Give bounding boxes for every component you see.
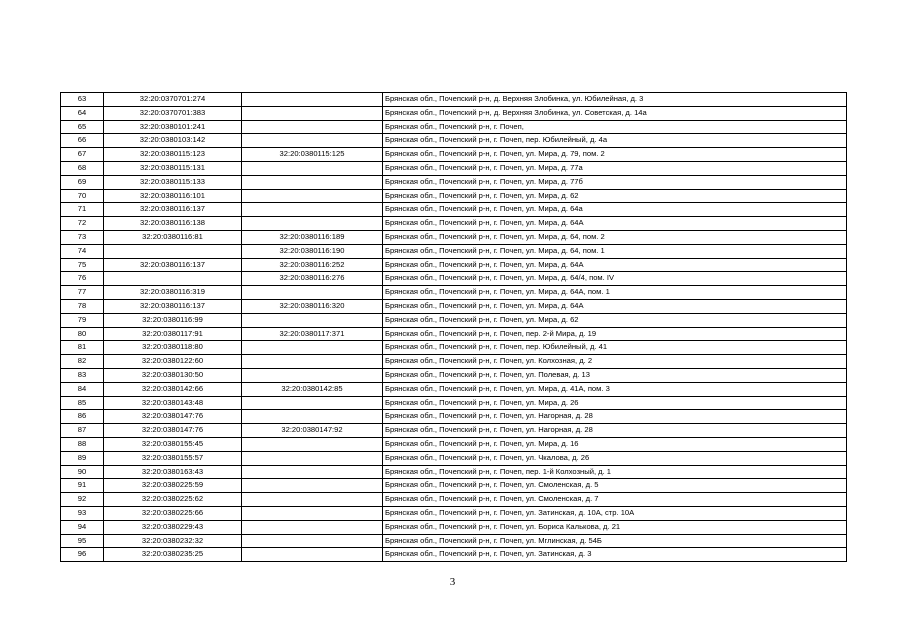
- address-cell: Брянская обл., Почепский р-н, г. Почеп, ул. Смоленская, д. 5: [383, 479, 847, 493]
- row-number-cell: 70: [61, 189, 104, 203]
- related-cadastral-number-cell: [242, 368, 383, 382]
- address-cell: Брянская обл., Почепский р-н, г. Почеп, ул. Нагорная, д. 28: [383, 410, 847, 424]
- table-row: [61, 479, 847, 493]
- related-cadastral-number-cell: 32:20:0380117:371: [242, 327, 383, 341]
- cadastral-number-cell: 32:20:0380101:241: [104, 120, 242, 134]
- cadastral-number-cell: 32:20:0380147:76: [104, 410, 242, 424]
- cadastral-number-cell: 32:20:0380115:131: [104, 161, 242, 175]
- row-number-cell: 64: [61, 106, 104, 120]
- address-cell: Брянская обл., Почепский р-н, г. Почеп, ул. Мира, д. 62: [383, 189, 847, 203]
- related-cadastral-number-cell: 32:20:0380116:276: [242, 272, 383, 286]
- related-cadastral-number-cell: [242, 506, 383, 520]
- related-cadastral-number-cell: [242, 203, 383, 217]
- related-cadastral-number-cell: [242, 189, 383, 203]
- address-cell: Брянская обл., Почепский р-н, г. Почеп, ул. Мира, д. 64А: [383, 299, 847, 313]
- table-row: [61, 244, 847, 258]
- cadastral-number-cell: 32:20:0380116:137: [104, 299, 242, 313]
- table-row: [61, 506, 847, 520]
- address-cell: Брянская обл., Почепский р-н, г. Почеп, пер. 1-й Колхозный, д. 1: [383, 465, 847, 479]
- cadastral-number-cell: 32:20:0380116:81: [104, 230, 242, 244]
- related-cadastral-number-cell: [242, 534, 383, 548]
- address-cell: Брянская обл., Почепский р-н, г. Почеп, ул. Мглинская, д. 54Б: [383, 534, 847, 548]
- cadastral-number-cell: 32:20:0380130:50: [104, 368, 242, 382]
- address-cell: Брянская обл., Почепский р-н, д. Верхняя Злобинка, ул. Советская, д. 14а: [383, 106, 847, 120]
- row-number-cell: 84: [61, 382, 104, 396]
- address-cell: Брянская обл., Почепский р-н, г. Почеп, ул. Мира, д. 64а: [383, 203, 847, 217]
- cadastral-number-cell: 32:20:0380116:137: [104, 258, 242, 272]
- row-number-cell: 75: [61, 258, 104, 272]
- cadastral-number-cell: 32:20:0380116:137: [104, 203, 242, 217]
- table-row: [61, 134, 847, 148]
- table-row: [61, 189, 847, 203]
- row-number-cell: 76: [61, 272, 104, 286]
- related-cadastral-number-cell: 32:20:0380116:320: [242, 299, 383, 313]
- row-number-cell: 77: [61, 286, 104, 300]
- related-cadastral-number-cell: [242, 437, 383, 451]
- related-cadastral-number-cell: [242, 93, 383, 107]
- address-cell: Брянская обл., Почепский р-н, г. Почеп, ул. Мира, д. 77б: [383, 175, 847, 189]
- row-number-cell: 92: [61, 493, 104, 507]
- table-row: [61, 341, 847, 355]
- address-cell: Брянская обл., Почепский р-н, г. Почеп, ул. Мира, д. 64, пом. 2: [383, 230, 847, 244]
- table-row: [61, 451, 847, 465]
- related-cadastral-number-cell: [242, 396, 383, 410]
- table-row: [61, 299, 847, 313]
- table-row: [61, 93, 847, 107]
- cadastral-number-cell: 32:20:0380163:43: [104, 465, 242, 479]
- address-cell: Брянская обл., Почепский р-н, д. Верхняя Злобинка, ул. Юбилейная, д. 3: [383, 93, 847, 107]
- address-cell: Брянская обл., Почепский р-н, г. Почеп, ул. Нагорная, д. 28: [383, 424, 847, 438]
- table-row: [61, 272, 847, 286]
- related-cadastral-number-cell: [242, 161, 383, 175]
- row-number-cell: 72: [61, 217, 104, 231]
- table-row: [61, 286, 847, 300]
- table-row: [61, 368, 847, 382]
- related-cadastral-number-cell: [242, 134, 383, 148]
- row-number-cell: 93: [61, 506, 104, 520]
- page-number: 3: [449, 576, 456, 588]
- related-cadastral-number-cell: 32:20:0380116:252: [242, 258, 383, 272]
- cadastral-number-cell: 32:20:0380115:133: [104, 175, 242, 189]
- address-cell: Брянская обл., Почепский р-н, г. Почеп, ул. Мира, д. 62: [383, 313, 847, 327]
- address-cell: Брянская обл., Почепский р-н, г. Почеп, ул. Колхозная, д. 2: [383, 355, 847, 369]
- address-cell: Брянская обл., Почепский р-н, г. Почеп, ул. Мира, д. 64, пом. 1: [383, 244, 847, 258]
- table-row: [61, 548, 847, 562]
- row-number-cell: 85: [61, 396, 104, 410]
- related-cadastral-number-cell: 32:20:0380147:92: [242, 424, 383, 438]
- cadastral-number-cell: 32:20:0370701:274: [104, 93, 242, 107]
- related-cadastral-number-cell: [242, 217, 383, 231]
- row-number-cell: 63: [61, 93, 104, 107]
- table-row: [61, 534, 847, 548]
- row-number-cell: 68: [61, 161, 104, 175]
- table-row: [61, 465, 847, 479]
- address-cell: Брянская обл., Почепский р-н, г. Почеп, ул. Мира, д. 64А: [383, 258, 847, 272]
- row-number-cell: 94: [61, 520, 104, 534]
- row-number-cell: 71: [61, 203, 104, 217]
- table-row: [61, 217, 847, 231]
- cadastral-number-cell: 32:20:0380116:99: [104, 313, 242, 327]
- address-cell: Брянская обл., Почепский р-н, г. Почеп, ул. Мира, д. 64/4, пом. IV: [383, 272, 847, 286]
- table-row: [61, 424, 847, 438]
- row-number-cell: 82: [61, 355, 104, 369]
- related-cadastral-number-cell: [242, 548, 383, 562]
- address-cell: Брянская обл., Почепский р-н, г. Почеп, ул. Мира, д. 64А: [383, 217, 847, 231]
- address-cell: Брянская обл., Почепский р-н, г. Почеп, ул. Затинская, д. 10А, стр. 10А: [383, 506, 847, 520]
- cadastral-number-cell: 32:20:0380142:66: [104, 382, 242, 396]
- row-number-cell: 67: [61, 148, 104, 162]
- cadastral-number-cell: 32:20:0380115:123: [104, 148, 242, 162]
- row-number-cell: 96: [61, 548, 104, 562]
- property-register-table: [60, 92, 847, 562]
- address-cell: Брянская обл., Почепский р-н, г. Почеп, ул. Мира, д. 77а: [383, 161, 847, 175]
- address-cell: Брянская обл., Почепский р-н, г. Почеп, ул. Полевая, д. 13: [383, 368, 847, 382]
- row-number-cell: 88: [61, 437, 104, 451]
- row-number-cell: 65: [61, 120, 104, 134]
- row-number-cell: 66: [61, 134, 104, 148]
- cadastral-number-cell: 32:20:0380122:60: [104, 355, 242, 369]
- cadastral-number-cell: 32:20:0380225:62: [104, 493, 242, 507]
- cadastral-number-cell: 32:20:0380229:43: [104, 520, 242, 534]
- cadastral-number-cell: 32:20:0380235:25: [104, 548, 242, 562]
- table-row: [61, 175, 847, 189]
- address-cell: Брянская обл., Почепский р-н, г. Почеп,: [383, 120, 847, 134]
- address-cell: Брянская обл., Почепский р-н, г. Почеп, пер. Юбилейный, д. 41: [383, 341, 847, 355]
- row-number-cell: 80: [61, 327, 104, 341]
- row-number-cell: 69: [61, 175, 104, 189]
- table-row: [61, 437, 847, 451]
- cadastral-number-cell: 32:20:0380147:76: [104, 424, 242, 438]
- address-cell: Брянская обл., Почепский р-н, г. Почеп, ул. Мира, д. 64А, пом. 1: [383, 286, 847, 300]
- related-cadastral-number-cell: [242, 313, 383, 327]
- table-row: [61, 161, 847, 175]
- related-cadastral-number-cell: [242, 520, 383, 534]
- address-cell: Брянская обл., Почепский р-н, г. Почеп, ул. Смоленская, д. 7: [383, 493, 847, 507]
- table-body: [61, 93, 847, 562]
- related-cadastral-number-cell: [242, 410, 383, 424]
- related-cadastral-number-cell: [242, 341, 383, 355]
- table-row: [61, 382, 847, 396]
- related-cadastral-number-cell: [242, 120, 383, 134]
- table-row: [61, 148, 847, 162]
- table-row: [61, 106, 847, 120]
- address-cell: Брянская обл., Почепский р-н, г. Почеп, пер. 2-й Мира, д. 19: [383, 327, 847, 341]
- address-cell: Брянская обл., Почепский р-н, г. Почеп, ул. Затинская, д. 3: [383, 548, 847, 562]
- row-number-cell: 74: [61, 244, 104, 258]
- row-number-cell: 86: [61, 410, 104, 424]
- cadastral-number-cell: 32:20:0380116:319: [104, 286, 242, 300]
- cadastral-number-cell: 32:20:0380225:59: [104, 479, 242, 493]
- address-cell: Брянская обл., Почепский р-н, г. Почеп, ул. Бориса Калькова, д. 21: [383, 520, 847, 534]
- row-number-cell: 73: [61, 230, 104, 244]
- related-cadastral-number-cell: [242, 106, 383, 120]
- cadastral-number-cell: 32:20:0380225:66: [104, 506, 242, 520]
- address-cell: Брянская обл., Почепский р-н, г. Почеп, пер. Юбилейный, д. 4а: [383, 134, 847, 148]
- cadastral-number-cell: 32:20:0380155:57: [104, 451, 242, 465]
- address-cell: Брянская обл., Почепский р-н, г. Почеп, ул. Мира, д. 41А, пом. 3: [383, 382, 847, 396]
- related-cadastral-number-cell: 32:20:0380116:189: [242, 230, 383, 244]
- cadastral-number-cell: 32:20:0380232:32: [104, 534, 242, 548]
- table-row: [61, 410, 847, 424]
- table-row: [61, 355, 847, 369]
- related-cadastral-number-cell: [242, 479, 383, 493]
- row-number-cell: 81: [61, 341, 104, 355]
- address-cell: Брянская обл., Почепский р-н, г. Почеп, ул. Чкалова, д. 26: [383, 451, 847, 465]
- cadastral-number-cell: 32:20:0380117:91: [104, 327, 242, 341]
- row-number-cell: 79: [61, 313, 104, 327]
- table-row: [61, 396, 847, 410]
- related-cadastral-number-cell: 32:20:0380115:125: [242, 148, 383, 162]
- row-number-cell: 89: [61, 451, 104, 465]
- cadastral-number-cell: 32:20:0380116:138: [104, 217, 242, 231]
- table-row: [61, 120, 847, 134]
- cadastral-number-cell: 32:20:0380116:101: [104, 189, 242, 203]
- related-cadastral-number-cell: [242, 175, 383, 189]
- cadastral-number-cell: [104, 244, 242, 258]
- table-row: [61, 230, 847, 244]
- row-number-cell: 78: [61, 299, 104, 313]
- table-row: [61, 327, 847, 341]
- related-cadastral-number-cell: [242, 451, 383, 465]
- related-cadastral-number-cell: 32:20:0380116:190: [242, 244, 383, 258]
- table-row: [61, 203, 847, 217]
- row-number-cell: 83: [61, 368, 104, 382]
- related-cadastral-number-cell: [242, 465, 383, 479]
- table-row: [61, 520, 847, 534]
- cadastral-number-cell: 32:20:0370701:383: [104, 106, 242, 120]
- cadastral-number-cell: 32:20:0380118:80: [104, 341, 242, 355]
- related-cadastral-number-cell: [242, 493, 383, 507]
- address-cell: Брянская обл., Почепский р-н, г. Почеп, ул. Мира, д. 79, пом. 2: [383, 148, 847, 162]
- address-cell: Брянская обл., Почепский р-н, г. Почеп, ул. Мира, д. 26: [383, 396, 847, 410]
- cadastral-number-cell: 32:20:0380143:48: [104, 396, 242, 410]
- table-row: [61, 258, 847, 272]
- row-number-cell: 87: [61, 424, 104, 438]
- cadastral-number-cell: 32:20:0380103:142: [104, 134, 242, 148]
- row-number-cell: 90: [61, 465, 104, 479]
- row-number-cell: 91: [61, 479, 104, 493]
- related-cadastral-number-cell: [242, 286, 383, 300]
- table-row: [61, 493, 847, 507]
- row-number-cell: 95: [61, 534, 104, 548]
- related-cadastral-number-cell: [242, 355, 383, 369]
- table-row: [61, 313, 847, 327]
- related-cadastral-number-cell: 32:20:0380142:85: [242, 382, 383, 396]
- cadastral-number-cell: 32:20:0380155:45: [104, 437, 242, 451]
- cadastral-number-cell: [104, 272, 242, 286]
- address-cell: Брянская обл., Почепский р-н, г. Почеп, ул. Мира, д. 16: [383, 437, 847, 451]
